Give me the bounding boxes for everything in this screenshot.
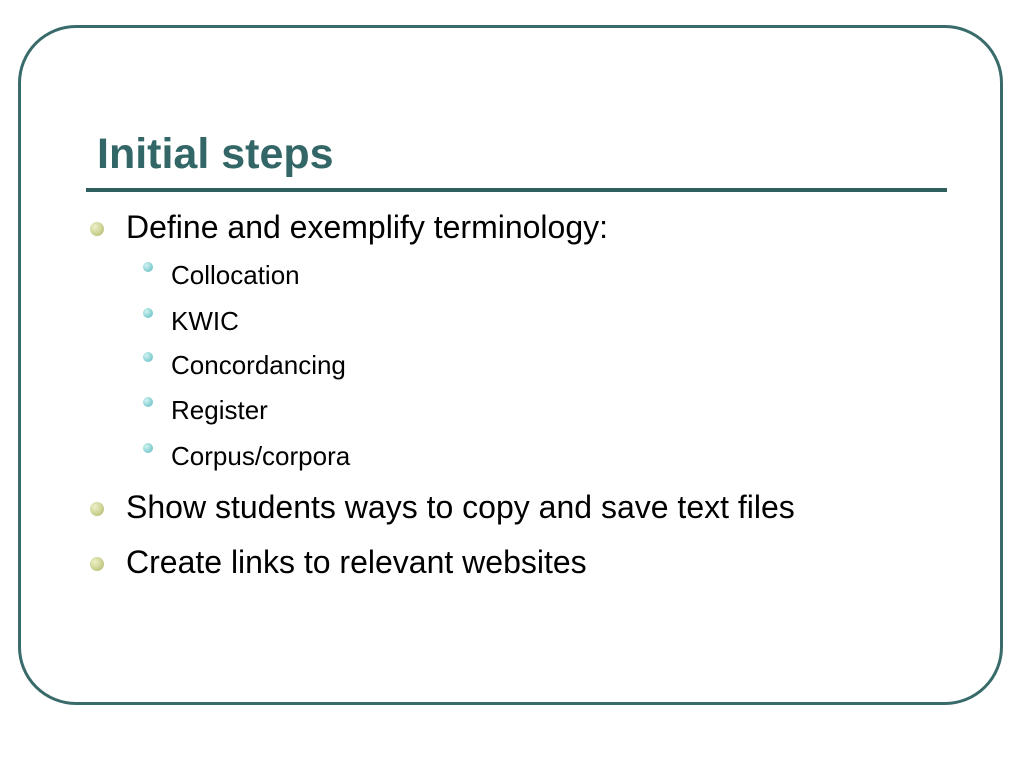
olive-round-bullet-icon (90, 557, 104, 571)
olive-round-bullet-icon (90, 502, 104, 516)
olive-round-bullet-icon (90, 222, 104, 236)
bullet-item: Show students ways to copy and save text files (126, 489, 795, 525)
teal-round-bullet-icon (143, 308, 153, 318)
bullet-item: Create links to relevant websites (126, 544, 587, 580)
slide-frame (18, 25, 1003, 705)
teal-round-bullet-icon (143, 443, 153, 453)
slide-title: Initial steps (97, 130, 334, 178)
sub-bullet-item: Corpus/corpora (171, 441, 351, 471)
sub-bullet-item: Concordancing (171, 350, 346, 380)
teal-round-bullet-icon (143, 262, 153, 272)
teal-round-bullet-icon (143, 352, 153, 362)
sub-bullet-item: KWIC (171, 306, 239, 336)
title-underline (86, 188, 947, 192)
sub-bullet-item: Collocation (171, 260, 300, 290)
sub-bullet-item: Register (171, 395, 268, 425)
teal-round-bullet-icon (143, 397, 153, 407)
bullet-item: Define and exemplify terminology: (126, 209, 609, 245)
